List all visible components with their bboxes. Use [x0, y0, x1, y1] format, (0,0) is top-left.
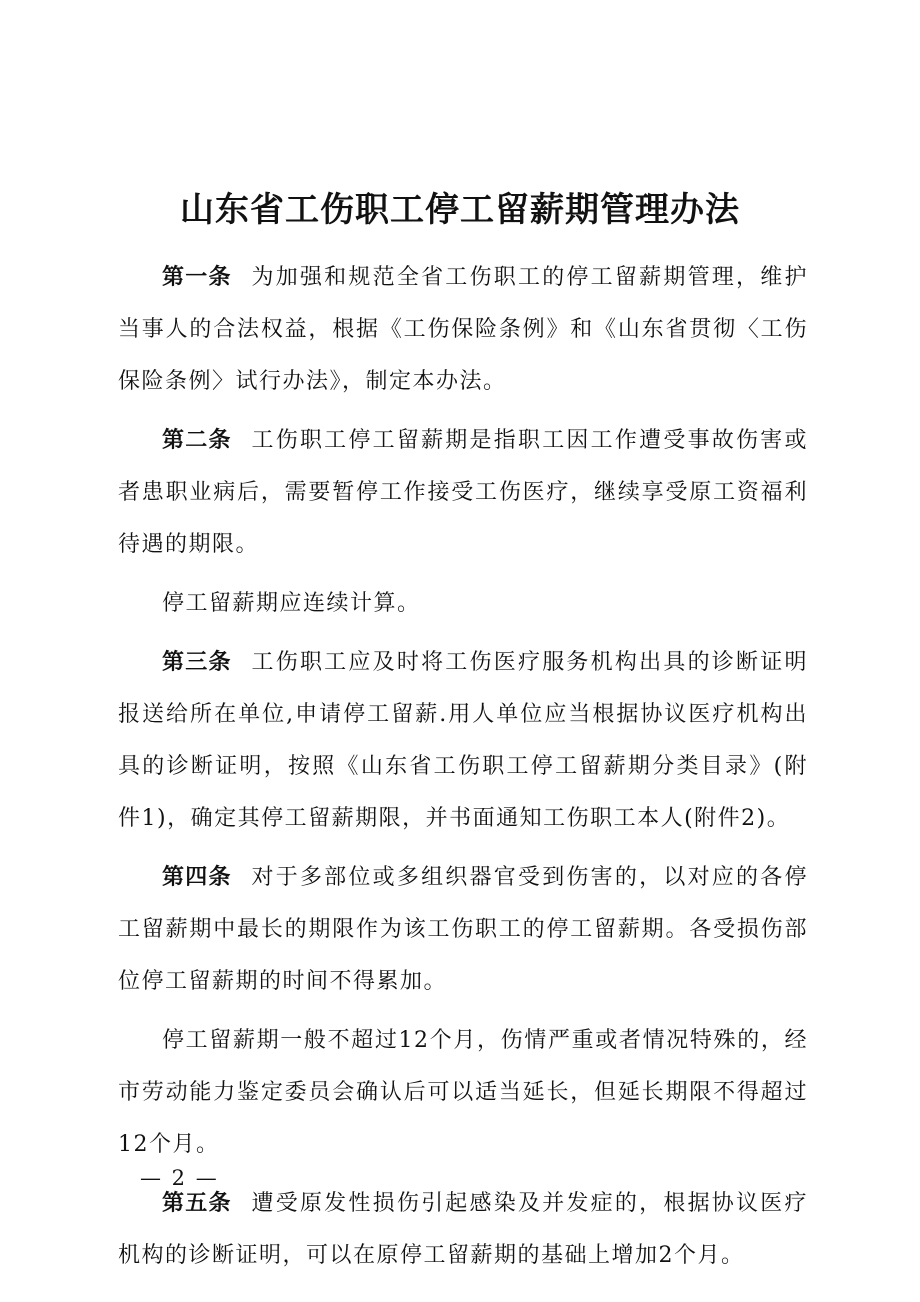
article-4-text: 对于多部位或多组织器官受到伤害的，以对应的各停工留薪期中最长的期限作为该工伤职工的停工留薪期。各受损伤部位停工留薪期的时间不得累加。 [118, 865, 808, 994]
article-3-heading: 第三条 [162, 650, 232, 675]
article-2-text: 工伤职工停工留薪期是指职工因工作遭受事故伤害或者患职业病后，需要暂停工作接受工伤医疗，继续享受原工资福利待遇的期限。 [118, 428, 808, 557]
article-4-continuation-text: 停工留薪期一般不超过12个月，伤情严重或者情况特殊的，经市劳动能力鉴定委员会确认后可以适当延长，但延长期限不得超过12个月。 [118, 1028, 808, 1157]
article-5-text: 遭受原发性损伤引起感染及并发症的，根据协议医疗机构的诊断证明，可以在原停工留薪期的基础上增加2个月。 [118, 1191, 808, 1268]
page-number: — 2 — [140, 1166, 219, 1190]
article-4-continuation-paragraph [118, 1015, 808, 1171]
article-4-paragraph [118, 852, 808, 1008]
article-2-continuation-paragraph [118, 578, 808, 630]
document-title: 山东省工伤职工停工留薪期管理办法 [180, 189, 740, 230]
article-2-heading: 第二条 [162, 428, 232, 453]
article-5-heading: 第五条 [162, 1191, 232, 1216]
article-1-text: 为加强和规范全省工伤职工的停工留薪期管理，维护当事人的合法权益，根据《工伤保险条例》和《山东省贯彻〈工伤保险条例〉试行办法》，制定本办法。 [118, 265, 808, 394]
article-1-heading: 第一条 [162, 265, 232, 290]
article-3-paragraph [118, 637, 808, 845]
article-2-paragraph [118, 415, 808, 571]
document-body [118, 252, 808, 1289]
article-4-heading: 第四条 [162, 865, 232, 890]
article-3-text: 工伤职工应及时将工伤医疗服务机构出具的诊断证明报送给所在单位,申请停工留薪.用人单位应当根据协议医疗机构出具的诊断证明，按照《山东省工伤职工停工留薪期分类目录》(附件1)，确定其停工留薪期限，并书面通知工伤职工本人(附件2)。 [118, 650, 808, 831]
article-2-continuation-text: 停工留薪期应连续计算。 [162, 591, 421, 616]
article-5-paragraph [118, 1178, 808, 1282]
article-1-paragraph [118, 252, 808, 408]
